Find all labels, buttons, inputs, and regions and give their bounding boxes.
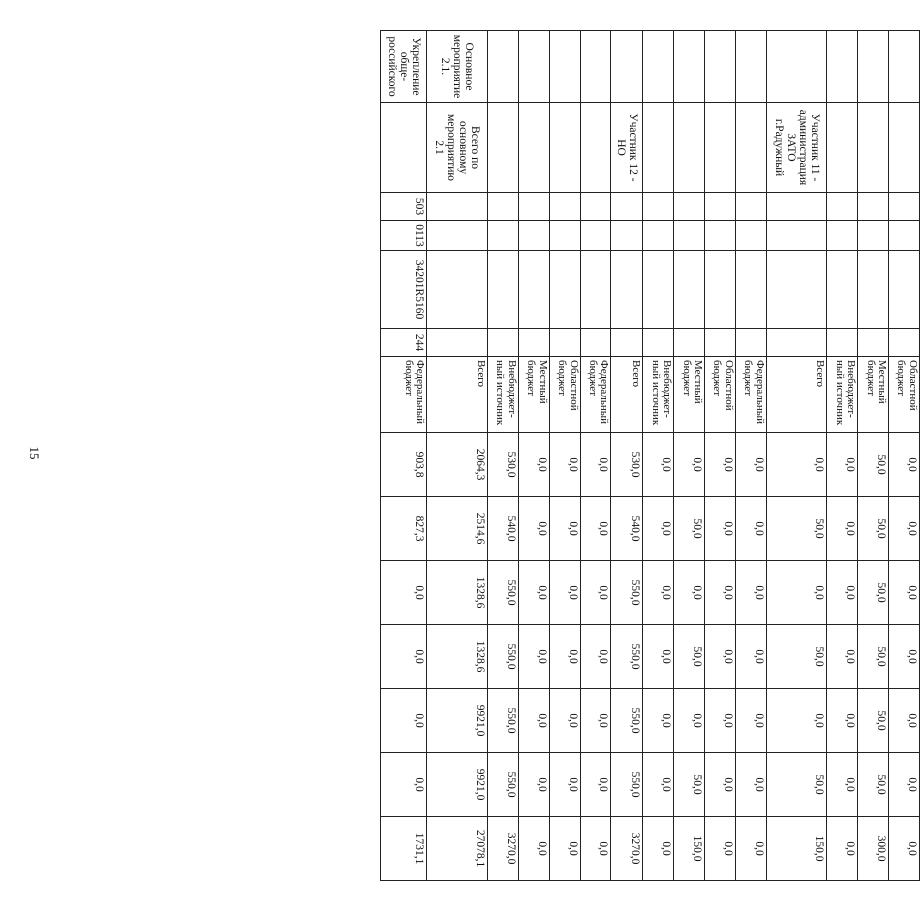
table-row xyxy=(889,31,920,881)
participant-cell xyxy=(889,103,920,193)
code-rzpr-cell xyxy=(858,221,889,251)
value-cell: 0,0 xyxy=(518,561,549,625)
value-cell: 0,0 xyxy=(518,753,549,817)
code-grbs-cell xyxy=(580,193,611,221)
value-cell: 0,0 xyxy=(827,497,858,561)
funding-source-cell: Федеральный бюджет xyxy=(580,357,611,433)
code-csr-cell xyxy=(674,251,705,329)
code-vr-cell xyxy=(611,329,643,357)
value-cell: 300,0 xyxy=(858,817,889,881)
value-cell: 27078,1 xyxy=(427,817,488,881)
value-cell: 0,0 xyxy=(549,625,580,689)
value-cell: 0,0 xyxy=(736,497,767,561)
value-cell: 0,0 xyxy=(766,561,827,625)
table-row xyxy=(580,31,611,881)
code-grbs-cell xyxy=(889,193,920,221)
code-grbs-cell xyxy=(611,193,643,221)
code-rzpr-cell xyxy=(889,221,920,251)
value-cell: 0,0 xyxy=(643,753,674,817)
value-cell: 0,0 xyxy=(518,497,549,561)
participant-cell xyxy=(858,103,889,193)
funding-source-cell: Местный бюджет xyxy=(674,357,705,433)
table-row xyxy=(549,31,580,881)
code-rzpr-cell xyxy=(611,221,643,251)
funding-source-cell: Областной бюджет xyxy=(549,357,580,433)
value-cell: 150,0 xyxy=(766,817,827,881)
code-csr-cell xyxy=(643,251,674,329)
value-cell: 3270,0 xyxy=(611,817,643,881)
value-cell: 0,0 xyxy=(549,433,580,497)
code-csr-cell: 34201R5160 xyxy=(381,251,427,329)
value-cell: 50,0 xyxy=(858,433,889,497)
value-cell: 550,0 xyxy=(611,625,643,689)
value-cell: 0,0 xyxy=(549,817,580,881)
funding-source-cell: Всего xyxy=(427,357,488,433)
funding-source-cell: Всего xyxy=(766,357,827,433)
code-vr-cell xyxy=(427,329,488,357)
value-cell: 0,0 xyxy=(674,689,705,753)
value-cell: 50,0 xyxy=(766,753,827,817)
funding-source-cell: Местный бюджет xyxy=(858,357,889,433)
value-cell: 0,0 xyxy=(889,625,920,689)
code-grbs-cell xyxy=(674,193,705,221)
value-cell: 0,0 xyxy=(827,625,858,689)
participant-cell xyxy=(381,103,427,193)
value-cell: 0,0 xyxy=(705,689,736,753)
code-grbs-cell xyxy=(705,193,736,221)
code-vr-cell xyxy=(736,329,767,357)
value-cell: 0,0 xyxy=(549,561,580,625)
section-cell xyxy=(889,31,920,103)
section-cell xyxy=(518,31,549,103)
page-number: 15 xyxy=(27,446,42,460)
table-row xyxy=(674,31,705,881)
code-rzpr-cell xyxy=(643,221,674,251)
table-row xyxy=(766,31,827,881)
value-cell: 0,0 xyxy=(518,625,549,689)
participant-cell: Всего по основному мероприятию 2.1 xyxy=(427,103,488,193)
table-body xyxy=(381,31,920,881)
code-csr-cell xyxy=(580,251,611,329)
funding-source-cell: Местный бюджет xyxy=(518,357,549,433)
code-vr-cell xyxy=(488,329,519,357)
code-rzpr-cell xyxy=(427,221,488,251)
value-cell: 0,0 xyxy=(705,433,736,497)
value-cell: 0,0 xyxy=(827,561,858,625)
participant-cell xyxy=(736,103,767,193)
table-row xyxy=(736,31,767,881)
code-vr-cell xyxy=(518,329,549,357)
code-csr-cell xyxy=(858,251,889,329)
value-cell: 0,0 xyxy=(889,753,920,817)
section-cell: Укрепление обще-российского xyxy=(381,31,427,103)
value-cell: 0,0 xyxy=(643,817,674,881)
code-vr-cell xyxy=(889,329,920,357)
participant-cell xyxy=(488,103,519,193)
section-cell xyxy=(580,31,611,103)
participant-cell xyxy=(518,103,549,193)
value-cell: 2514,6 xyxy=(427,497,488,561)
table-row xyxy=(488,31,519,881)
value-cell: 0,0 xyxy=(705,753,736,817)
code-rzpr-cell xyxy=(766,221,827,251)
value-cell: 0,0 xyxy=(889,433,920,497)
value-cell: 0,0 xyxy=(705,625,736,689)
value-cell: 9921,0 xyxy=(427,689,488,753)
value-cell: 50,0 xyxy=(766,625,827,689)
value-cell: 50,0 xyxy=(858,497,889,561)
value-cell: 0,0 xyxy=(736,817,767,881)
value-cell: 550,0 xyxy=(611,689,643,753)
code-vr-cell xyxy=(674,329,705,357)
value-cell: 50,0 xyxy=(674,625,705,689)
value-cell: 0,0 xyxy=(827,433,858,497)
value-cell: 0,0 xyxy=(736,433,767,497)
funding-source-cell: Внебюджет-ный источник xyxy=(488,357,519,433)
code-rzpr-cell xyxy=(518,221,549,251)
code-csr-cell xyxy=(549,251,580,329)
value-cell: 2064,3 xyxy=(427,433,488,497)
participant-cell xyxy=(580,103,611,193)
value-cell: 0,0 xyxy=(580,689,611,753)
participant-cell xyxy=(643,103,674,193)
value-cell: 0,0 xyxy=(643,561,674,625)
section-cell xyxy=(766,31,827,103)
code-rzpr-cell xyxy=(549,221,580,251)
value-cell: 0,0 xyxy=(643,689,674,753)
code-vr-cell xyxy=(766,329,827,357)
table-row xyxy=(643,31,674,881)
code-vr-cell xyxy=(549,329,580,357)
value-cell: 0,0 xyxy=(549,753,580,817)
code-rzpr-cell xyxy=(488,221,519,251)
code-rzpr-cell xyxy=(705,221,736,251)
value-cell: 0,0 xyxy=(381,625,427,689)
code-csr-cell xyxy=(766,251,827,329)
code-csr-cell xyxy=(488,251,519,329)
value-cell: 9921,0 xyxy=(427,753,488,817)
code-grbs-cell xyxy=(518,193,549,221)
funding-source-cell: Всего xyxy=(611,357,643,433)
funding-source-cell: Федеральный бюджет xyxy=(736,357,767,433)
code-rzpr-cell: 0113 xyxy=(381,221,427,251)
value-cell: 903,8 xyxy=(381,433,427,497)
value-cell: 0,0 xyxy=(827,753,858,817)
budget-table xyxy=(380,30,920,881)
table-row xyxy=(705,31,736,881)
section-cell xyxy=(705,31,736,103)
value-cell: 50,0 xyxy=(858,561,889,625)
value-cell: 827,3 xyxy=(381,497,427,561)
code-vr-cell xyxy=(643,329,674,357)
value-cell: 0,0 xyxy=(766,433,827,497)
participant-cell xyxy=(549,103,580,193)
section-cell xyxy=(611,31,643,103)
value-cell: 530,0 xyxy=(488,433,519,497)
value-cell: 550,0 xyxy=(488,561,519,625)
code-csr-cell xyxy=(611,251,643,329)
value-cell: 0,0 xyxy=(705,817,736,881)
value-cell: 0,0 xyxy=(381,753,427,817)
funding-source-cell: Внебюджет-ный источник xyxy=(827,357,858,433)
code-rzpr-cell xyxy=(674,221,705,251)
code-csr-cell xyxy=(827,251,858,329)
section-cell xyxy=(643,31,674,103)
code-vr-cell xyxy=(827,329,858,357)
participant-cell xyxy=(827,103,858,193)
value-cell: 0,0 xyxy=(518,817,549,881)
value-cell: 0,0 xyxy=(674,561,705,625)
value-cell: 0,0 xyxy=(705,561,736,625)
value-cell: 540,0 xyxy=(611,497,643,561)
table-row xyxy=(381,31,427,881)
table-row xyxy=(518,31,549,881)
code-rzpr-cell xyxy=(827,221,858,251)
value-cell: 550,0 xyxy=(488,625,519,689)
value-cell: 50,0 xyxy=(674,497,705,561)
value-cell: 50,0 xyxy=(858,689,889,753)
value-cell: 530,0 xyxy=(611,433,643,497)
value-cell: 0,0 xyxy=(580,625,611,689)
participant-cell: Участник 12 - НО xyxy=(611,103,643,193)
value-cell: 50,0 xyxy=(858,753,889,817)
section-cell: Основное мероприятие 2.1. xyxy=(427,31,488,103)
section-cell xyxy=(549,31,580,103)
value-cell: 0,0 xyxy=(889,561,920,625)
section-cell xyxy=(827,31,858,103)
value-cell: 0,0 xyxy=(889,689,920,753)
code-grbs-cell xyxy=(766,193,827,221)
value-cell: 0,0 xyxy=(674,433,705,497)
code-csr-cell xyxy=(427,251,488,329)
value-cell: 0,0 xyxy=(827,689,858,753)
value-cell: 0,0 xyxy=(381,561,427,625)
value-cell: 0,0 xyxy=(736,753,767,817)
value-cell: 0,0 xyxy=(580,497,611,561)
participant-cell xyxy=(674,103,705,193)
funding-source-cell: Областной бюджет xyxy=(705,357,736,433)
code-vr-cell xyxy=(858,329,889,357)
section-cell xyxy=(488,31,519,103)
table-row xyxy=(827,31,858,881)
value-cell: 0,0 xyxy=(766,689,827,753)
value-cell: 0,0 xyxy=(518,433,549,497)
code-vr-cell: 244 xyxy=(381,329,427,357)
funding-source-cell: Федеральный бюджет xyxy=(381,357,427,433)
table-row xyxy=(858,31,889,881)
section-cell xyxy=(674,31,705,103)
participant-cell xyxy=(705,103,736,193)
value-cell: 0,0 xyxy=(518,689,549,753)
value-cell: 1328,6 xyxy=(427,625,488,689)
value-cell: 0,0 xyxy=(736,625,767,689)
code-grbs-cell xyxy=(549,193,580,221)
section-cell xyxy=(736,31,767,103)
code-vr-cell xyxy=(580,329,611,357)
funding-source-cell: Внебюджет-ный источник xyxy=(643,357,674,433)
value-cell: 50,0 xyxy=(858,625,889,689)
value-cell: 0,0 xyxy=(889,817,920,881)
value-cell: 550,0 xyxy=(611,753,643,817)
value-cell: 3270,0 xyxy=(488,817,519,881)
table-row xyxy=(427,31,488,881)
table-row xyxy=(611,31,643,881)
value-cell: 0,0 xyxy=(736,561,767,625)
value-cell: 0,0 xyxy=(643,625,674,689)
funding-source-cell: Областной бюджет xyxy=(889,357,920,433)
value-cell: 0,0 xyxy=(705,497,736,561)
value-cell: 550,0 xyxy=(611,561,643,625)
code-grbs-cell xyxy=(427,193,488,221)
section-cell xyxy=(858,31,889,103)
value-cell: 0,0 xyxy=(580,433,611,497)
value-cell: 0,0 xyxy=(827,817,858,881)
value-cell: 150,0 xyxy=(674,817,705,881)
value-cell: 0,0 xyxy=(381,689,427,753)
code-csr-cell xyxy=(518,251,549,329)
code-grbs-cell xyxy=(827,193,858,221)
code-rzpr-cell xyxy=(580,221,611,251)
code-csr-cell xyxy=(705,251,736,329)
value-cell: 540,0 xyxy=(488,497,519,561)
code-grbs-cell xyxy=(736,193,767,221)
value-cell: 550,0 xyxy=(488,689,519,753)
code-vr-cell xyxy=(705,329,736,357)
value-cell: 0,0 xyxy=(580,753,611,817)
value-cell: 50,0 xyxy=(674,753,705,817)
value-cell: 0,0 xyxy=(643,433,674,497)
code-rzpr-cell xyxy=(736,221,767,251)
participant-cell: Участник 11 - администрация ЗАТО г.Радужный xyxy=(766,103,827,193)
value-cell: 1731,1 xyxy=(381,817,427,881)
value-cell: 1328,6 xyxy=(427,561,488,625)
rotated-table-container xyxy=(380,30,920,878)
code-csr-cell xyxy=(736,251,767,329)
code-grbs-cell xyxy=(643,193,674,221)
value-cell: 0,0 xyxy=(736,689,767,753)
value-cell: 0,0 xyxy=(549,497,580,561)
value-cell: 0,0 xyxy=(580,561,611,625)
code-grbs-cell xyxy=(488,193,519,221)
code-grbs-cell: 503 xyxy=(381,193,427,221)
value-cell: 0,0 xyxy=(889,497,920,561)
value-cell: 0,0 xyxy=(580,817,611,881)
value-cell: 50,0 xyxy=(766,497,827,561)
value-cell: 0,0 xyxy=(643,497,674,561)
value-cell: 0,0 xyxy=(549,689,580,753)
code-csr-cell xyxy=(889,251,920,329)
value-cell: 550,0 xyxy=(488,753,519,817)
code-grbs-cell xyxy=(858,193,889,221)
